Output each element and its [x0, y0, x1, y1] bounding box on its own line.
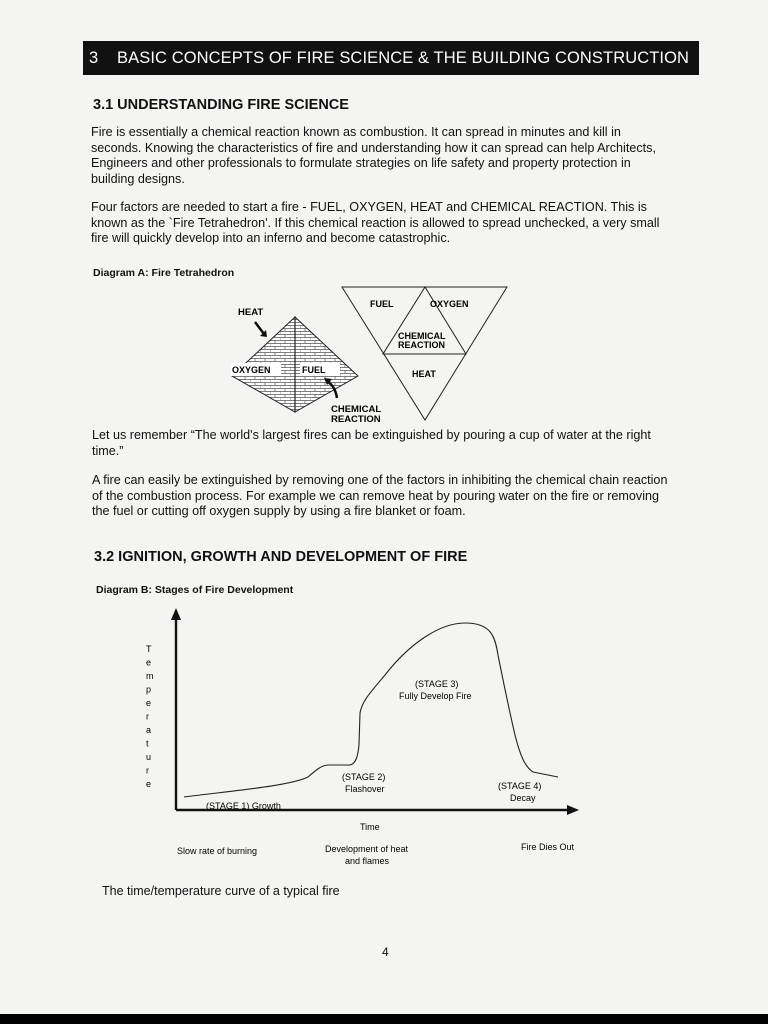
pyramid-heat-label: HEAT [238, 307, 264, 318]
pyramid-oxygen-label: OXYGEN [232, 365, 271, 375]
inverted-triangle-illustration [342, 287, 507, 420]
paragraph-2: Four factors are needed to start a fire - FUEL, OXYGEN, HEAT and CHEMICAL REACTION. This is known as the `Fire Tetrahedron'. If this chemical reaction is allowed to spread unchecked, a very small fire will quickly develop into an inferno and become catastrophic. [91, 200, 660, 245]
paragraph-1: Fire is essentially a chemical reaction known as combustion. It can spread in minutes and kill in seconds. Knowing the characteristics of fire and understanding how it can spread can help Architects, Engineers and other professionals to formulate strategies on life safety and property protection in building designs. [91, 125, 656, 186]
diagram-a-caption: Diagram A: Fire Tetrahedron [93, 267, 235, 279]
scan-edge-bar [0, 1014, 768, 1024]
y-axis-arrow [171, 608, 181, 620]
y-axis-letter: e [146, 698, 152, 708]
time-temperature-curve [184, 623, 558, 797]
stage2-desc: Flashover [345, 784, 385, 794]
triangle-chemical-label: CHEMICAL [398, 331, 446, 341]
phase3-label: Fire Dies Out [521, 842, 575, 852]
y-axis-letter: r [146, 711, 149, 722]
y-axis-letter: m [146, 671, 154, 681]
heading-3-1: 3.1 UNDERSTANDING FIRE SCIENCE [93, 97, 349, 113]
fire-tetrahedron-diagram [220, 280, 520, 430]
pyramid-reaction-label: REACTION [331, 414, 381, 425]
section-number: 3 [89, 48, 99, 67]
x-axis-arrow [567, 805, 579, 815]
y-axis-letter: u [146, 752, 152, 762]
x-axis-label: Time [360, 822, 380, 832]
section-title: BASIC CONCEPTS OF FIRE SCIENCE & THE BUILDING CONSTRUCTION [117, 48, 690, 67]
fire-stages-chart [140, 605, 600, 875]
stage2-label: (STAGE 2) [342, 772, 386, 782]
pyramid-fuel-label: FUEL [302, 365, 326, 375]
page-number: 4 [382, 945, 389, 959]
y-axis-letter: r [146, 765, 149, 776]
y-axis-letter: e [146, 779, 152, 789]
heat-arrow [255, 322, 264, 334]
heading-3-2: 3.2 IGNITION, GROWTH AND DEVELOPMENT OF FIRE [94, 549, 468, 565]
phase2-desc: and flames [345, 856, 390, 866]
paragraph-3: Let us remember “The world's largest fires can be extinguished by pouring a cup of water at the right time.” [92, 428, 651, 458]
y-axis-letter: t [146, 738, 149, 749]
triangle-heat-label: HEAT [412, 369, 436, 379]
y-axis-letter: a [146, 725, 152, 735]
stage3-label: (STAGE 3) [415, 679, 459, 689]
stage1-label: (STAGE 1) Growth [206, 801, 281, 811]
y-axis-letter: p [146, 684, 152, 695]
triangle-oxygen-label: OXYGEN [430, 299, 469, 309]
y-axis-letter: T [146, 644, 152, 654]
phase1-label: Slow rate of burning [177, 846, 258, 856]
y-axis-letter: e [146, 657, 152, 668]
stage3-desc: Fully Develop Fire [399, 691, 472, 701]
triangle-fuel-label: FUEL [370, 299, 394, 309]
figure-caption: The time/temperature curve of a typical fire [102, 884, 340, 898]
diagram-b-caption: Diagram B: Stages of Fire Development [96, 584, 294, 596]
y-axis-label [146, 644, 154, 789]
triangle-reaction-label: REACTION [398, 340, 445, 350]
stage4-label: (STAGE 4) [498, 781, 542, 791]
phase2-label: Development of heat [325, 844, 409, 854]
stage4-desc: Decay [510, 793, 536, 803]
section-banner [83, 41, 699, 75]
paragraph-4: A fire can easily be extinguished by removing one of the factors in inhibiting the chemical chain reaction of the combustion process. For example we can remove heat by pouring water on the fire or removing the fuel or cutting off oxygen supply by using a fire blanket or foam. [92, 473, 668, 518]
pyramid-chemical-label: CHEMICAL [331, 404, 382, 415]
